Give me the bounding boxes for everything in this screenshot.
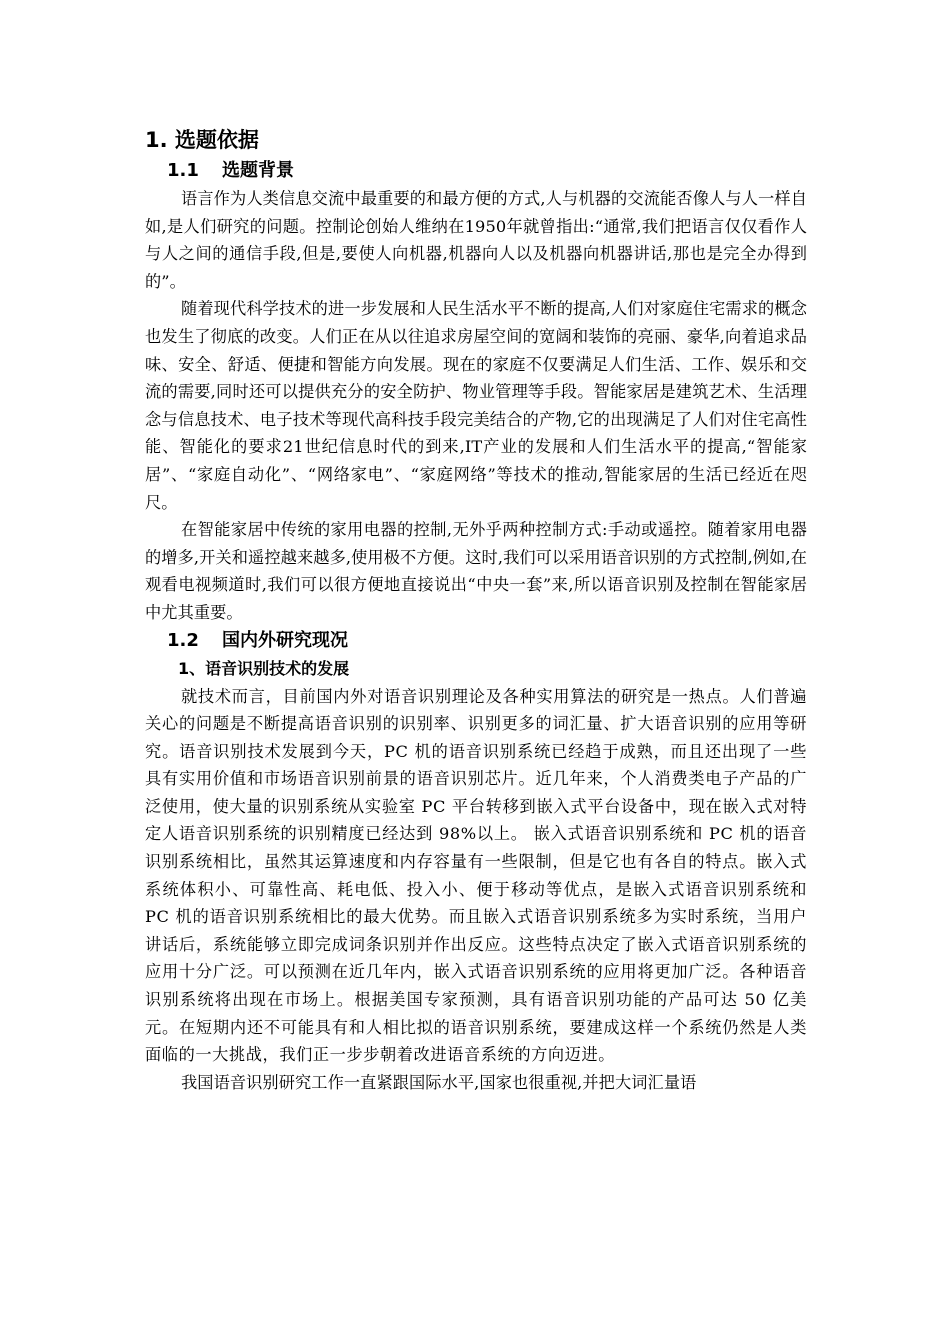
paragraph-1: 语言作为人类信息交流中最重要的和最方便的方式,人与机器的交流能否像人与人一样自如,是人们研究的问题。控制论创始人维纳在1950年就曾指出:“通常,我们把语言仅仅看作人与人之间的通信手段,但是,要使人向机器,机器向人以及机器向机器讲话,那也是完全办得到的”。	[145, 189, 807, 291]
paragraph-3: 在智能家居中传统的家用电器的控制,无外乎两种控制方式:手动或遥控。随着家用电器的增多,开关和遥控越来越多,使用极不方便。这时,我们可以采用语音识别的方式控制,例如,在观看电视频道时,我们可以很方便地直接说出“中央一套”来,所以语音识别及控制在智能家居中尤其重要。	[145, 520, 807, 622]
subsection-title: 国内外研究现况	[222, 629, 348, 651]
subsection-number: 1.2	[167, 629, 199, 651]
sub-subsection-heading: 1、语音识别技术的发展	[178, 658, 350, 678]
paragraph-2: 随着现代科学技术的进一步发展和人民生活水平不断的提高,人们对家庭住宅需求的概念也发生了彻底的改变。人们正在从以往追求房屋空间的宽阔和装饰的亮丽、豪华,向着追求品味、安全、舒适、便捷和智能方向发展。现在的家庭不仅要满足人们生活、工作、娱乐和交流的需要,同时还可以提供充分的安全防护、物业管理等手段。智能家居是建筑艺术、生活理念与信息技术、电子技术等现代高科技手段完美结合的产物,它的出现满足了人们对住宅高性能、智能化的要求21世纪信息时代的到来,IT产业的发展和人们生活水平的提高,“智能家居”、“家庭自动化”、“网络家电”、“家庭网络”等技术的推动,智能家居的生活已经近在咫尺。	[145, 299, 807, 512]
subsection-title: 选题背景	[222, 160, 294, 181]
subsection-number: 1.1	[167, 160, 199, 181]
subsection-heading-1-2	[145, 627, 807, 655]
paragraph-4: 就技术而言，目前国内外对语音识别理论及各种实用算法的研究是一热点。人们普遍关心的问题是不断提高语音识别的识别率、识别更多的词汇量、扩大语音识别的应用等研究。语音识别技术发展到今天，PC 机的语音识别系统已经趋于成熟，而且还出现了一些具有实用价值和市场语音识别前景的语音识别芯片。近几年来，个人消费类电子产品的广泛使用，使大量的识别系统从实验室 PC 平台转移到嵌入式平台设备中，现在嵌入式对特定人语音识别系统的识别精度已经达到 98%以上。 嵌入式语音识别系统和 PC 机的语音识别系统相比，虽然其运算速度和内存容量有一些限制，但是它也有各自的特点。嵌入式系统体积小、可靠性高、耗电低、投入小、便于移动等优点，是嵌入式语音识别系统和 PC 机的语音识别系统相比的最大优势。而且嵌入式语音识别系统多为实时系统，当用户讲话后，系统能够立即完成词条识别并作出反应。这些特点决定了嵌入式语音识别系统的应用十分广泛。可以预测在近几年内，嵌入式语音识别系统的应用将更加广泛。各种语音识别系统将出现在市场上。根据美国专家预测，具有语音识别功能的产品可达 50 亿美元。在短期内还不可能具有和人相比拟的语音识别系统，要建成这样一个系统仍然是人类面临的一大挑战，我们正一步步朝着改进语音系统的方向迈进。	[145, 686, 807, 1065]
paragraph-5: 我国语音识别研究工作一直紧跟国际水平,国家也很重视,并把大词汇量语	[181, 1072, 697, 1092]
section-heading-1: 1. 选题依据	[145, 128, 259, 152]
subsection-heading-1-1	[145, 157, 807, 185]
document-body	[145, 125, 807, 1096]
